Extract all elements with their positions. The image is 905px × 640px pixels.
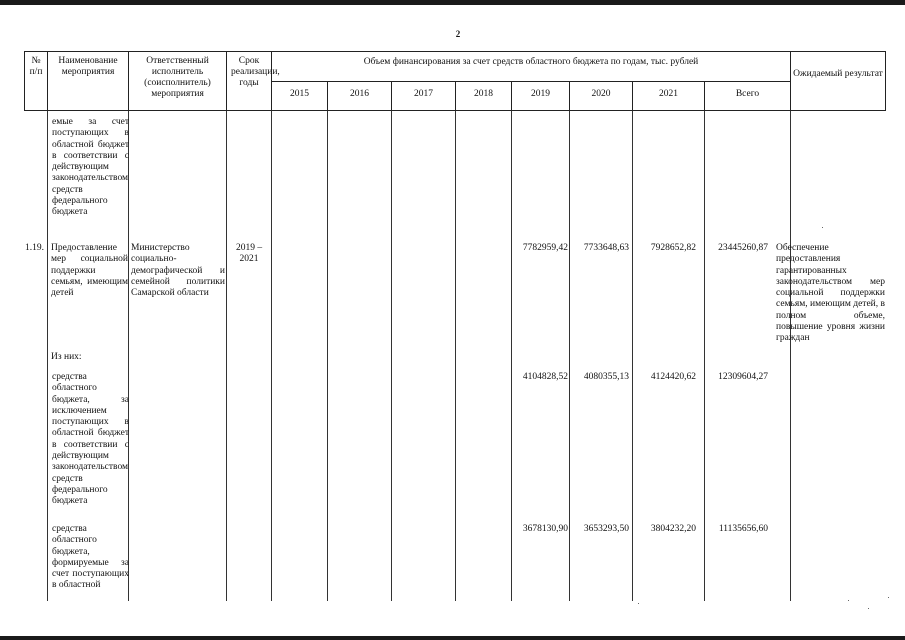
item-value-2021: 7928652,82 <box>650 243 696 253</box>
header-name: Наименование мероприятия <box>48 52 129 110</box>
sub2-value-2020: 3653293,50 <box>583 524 629 534</box>
item-result: Обеспечение предоставления гарантированных законодательством мер социальной поддержки семьям, имеющим детей, в полном объеме, повышение уровня жизни граждан <box>776 243 885 344</box>
col-line <box>327 111 328 601</box>
bottom-border <box>0 636 905 640</box>
sub2-value-2019: 3678130,90 <box>522 524 568 534</box>
col-line <box>47 111 48 601</box>
sub1-value-2019: 4104828,52 <box>522 372 568 382</box>
item-executor: Министерство социально-демографической и семейной политики Самарской области <box>131 243 225 299</box>
page-number: 2 <box>455 29 461 39</box>
scan-speck <box>888 597 889 598</box>
sub2-value-total: 11135656,60 <box>718 524 768 534</box>
header-num: № п/п <box>25 52 48 110</box>
item-name: Предоставление мер социальной поддержки семьям, имеющим детей <box>51 243 128 299</box>
scan-speck <box>822 227 823 228</box>
header-result: Ожидаемый результат <box>793 69 883 79</box>
item-value-total: 23445260,87 <box>718 243 768 253</box>
header-finance: Объем финансирования за счет средств областного бюджета по годам, тыс. рублей <box>272 52 791 81</box>
item-value-2020: 7733648,63 <box>583 243 629 253</box>
header-year-2015: 2015 <box>272 81 328 110</box>
col-line <box>569 111 570 601</box>
scan-speck <box>868 608 869 609</box>
header-year-2018: 2018 <box>456 81 512 110</box>
col-line <box>455 111 456 601</box>
col-line <box>226 111 227 601</box>
sub2-value-2021: 3804232,20 <box>650 524 696 534</box>
sub1-name: средства областного бюджета, за исключением поступающих в областной бюджет в соответствии с действующим законодательством средств федерального бюджета <box>52 372 129 507</box>
header-year-total: Всего <box>705 81 791 110</box>
scan-speck <box>638 603 639 604</box>
col-line <box>391 111 392 601</box>
col-line <box>511 111 512 601</box>
item-number: 1.19. <box>25 243 44 253</box>
header-year-2020: 2020 <box>570 81 633 110</box>
header-year-2016: 2016 <box>328 81 392 110</box>
col-line <box>632 111 633 601</box>
of-which-label: Из них: <box>51 352 82 362</box>
table-header <box>24 51 886 111</box>
sub1-value-total: 12309604,27 <box>718 372 768 382</box>
top-border <box>0 0 905 5</box>
header-term: Срок реализации, годы <box>227 52 272 110</box>
header-year-2019: 2019 <box>512 81 570 110</box>
header-year-2021: 2021 <box>633 81 705 110</box>
col-line <box>704 111 705 601</box>
sub1-value-2020: 4080355,13 <box>583 372 629 382</box>
col-line <box>271 111 272 601</box>
sub1-value-2021: 4124420,62 <box>650 372 696 382</box>
header-year-2017: 2017 <box>392 81 456 110</box>
sub2-name: средства областного бюджета, формируемые за счет поступающих в областной <box>52 524 129 591</box>
item-term: 2019 – 2021 <box>235 243 263 265</box>
scan-speck <box>848 600 849 601</box>
continuation-name: емые за счет поступающих в областной бюджет в соответствии с действующим законодательством средств федерального бюджета <box>52 117 129 218</box>
col-line <box>790 111 791 601</box>
item-value-2019: 7782959,42 <box>522 243 568 253</box>
header-executor: Ответственный исполнитель (соисполнитель) мероприятия <box>129 52 227 110</box>
